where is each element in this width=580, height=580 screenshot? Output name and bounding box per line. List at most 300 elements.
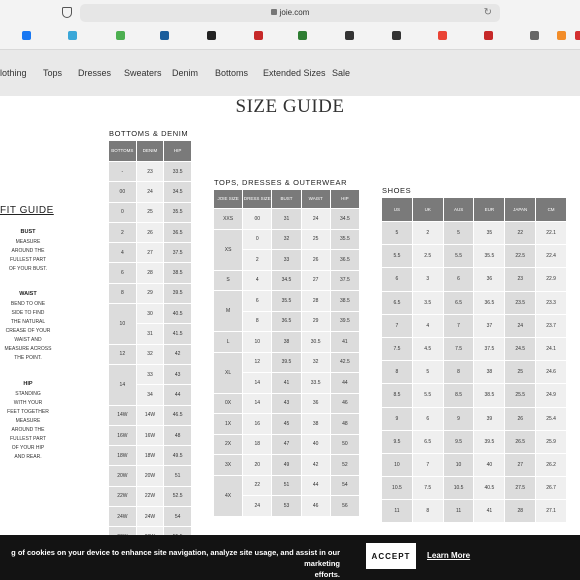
table-cell: 6 (243, 291, 272, 312)
fit-waist (0, 291, 56, 363)
table-cell: 6 (412, 407, 443, 430)
table-cell: 39.5 (272, 352, 301, 373)
table-cell: 37.5 (330, 270, 359, 291)
table-cell: 12 (243, 352, 272, 373)
table-cell: 51 (272, 475, 301, 496)
reload-icon[interactable]: ↻ (483, 7, 492, 18)
table-cell: 4 (412, 314, 443, 337)
table-cell: 28 (301, 291, 330, 312)
table-cell: 37 (474, 314, 505, 337)
table-cell: 26.2 (536, 453, 567, 476)
table-cell: 50 (330, 434, 359, 455)
table-cell: 40.5 (164, 304, 192, 324)
table-cell: 20W (136, 466, 164, 486)
table-cell: 54 (330, 475, 359, 496)
nav-item[interactable]: Denim (172, 68, 199, 78)
table-cell: 23 (136, 162, 164, 182)
table-cell: 10 (109, 304, 137, 345)
table-cell: 5.5 (443, 245, 474, 268)
table-cell: 36.5 (164, 222, 192, 242)
table-cell: 40 (301, 434, 330, 455)
table-cell: 46 (301, 496, 330, 517)
table-cell: 8.5 (443, 384, 474, 407)
table-cell: 30 (136, 304, 164, 324)
table-cell: 52 (330, 455, 359, 476)
table-cell: 8 (443, 361, 474, 384)
table-cell: 6 (443, 268, 474, 291)
table-cell: 48 (330, 414, 359, 435)
table-cell: 8 (382, 361, 413, 384)
table-cell: 56 (330, 496, 359, 517)
table-cell: 38 (272, 332, 301, 353)
fit-waist-text (0, 300, 56, 363)
table-row (382, 337, 567, 360)
bottoms-table (108, 140, 192, 548)
table-header-cell: HIP (164, 141, 192, 162)
table-cell: 29 (136, 283, 164, 303)
table-cell: - (109, 162, 137, 182)
fit-text-line: AROUND THE (11, 248, 45, 254)
table-cell: 00 (243, 209, 272, 230)
table-cell: 23.3 (536, 291, 567, 314)
table-row (214, 209, 360, 230)
table-row (109, 202, 192, 222)
table-header-cell: DRESS SIZE (243, 190, 272, 209)
table-row (214, 455, 360, 476)
table-header-cell: JOIE SIZE (214, 190, 243, 209)
table-cell: 30.5 (301, 332, 330, 353)
fit-text-line: SIDE TO FIND (11, 310, 45, 316)
table-cell: 46.5 (164, 405, 192, 425)
shoes-title: SHOES (382, 186, 412, 195)
table-cell: 46 (330, 393, 359, 414)
table-row (382, 453, 567, 476)
browser-chrome (0, 0, 580, 50)
nav-item[interactable]: Dresses (78, 68, 112, 78)
nav-item[interactable]: Bottoms (215, 68, 249, 78)
table-cell: 0 (109, 202, 137, 222)
table-cell: 1X (214, 414, 243, 435)
table-cell: 26 (136, 222, 164, 242)
table-cell: 51 (164, 466, 192, 486)
table-cell: 18W (136, 446, 164, 466)
table-row (382, 268, 567, 291)
table-cell: 22W (109, 486, 137, 506)
table-header-cell: DENIM (136, 141, 164, 162)
table-header-cell: JAPAN (505, 198, 536, 222)
table-row (109, 405, 192, 425)
table-header-cell: BOTTOMS (109, 141, 137, 162)
favorite-site-icon[interactable] (557, 31, 566, 40)
table-cell: 39.5 (330, 311, 359, 332)
tops-title: TOPS, DRESSES & OUTERWEAR (214, 178, 348, 187)
table-cell: 26 (301, 250, 330, 271)
lock-icon (271, 9, 277, 15)
fit-text-line: THE NATURAL (10, 319, 46, 325)
table-cell: 14 (243, 393, 272, 414)
table-cell: 22W (136, 486, 164, 506)
table-cell: 23 (505, 268, 536, 291)
table-cell: 27 (136, 243, 164, 263)
table-row (214, 352, 360, 373)
table-cell: 10.5 (382, 477, 413, 500)
table-cell: 24 (301, 209, 330, 230)
shield-icon[interactable] (62, 7, 72, 18)
table-cell: 00 (109, 182, 137, 202)
table-cell: 38.5 (474, 384, 505, 407)
table-cell: 8 (109, 283, 137, 303)
table-cell: 29 (301, 311, 330, 332)
table-cell: 38 (474, 361, 505, 384)
table-cell: 2 (243, 250, 272, 271)
url-text: joie.com (279, 8, 310, 17)
table-cell: 24W (136, 507, 164, 527)
table-cell: 11 (443, 500, 474, 523)
table-cell: 14 (243, 373, 272, 394)
fit-hip-heading: HIP (23, 381, 33, 387)
table-cell: 14W (109, 405, 137, 425)
table-cell: 16 (243, 414, 272, 435)
table-cell: 35.5 (474, 245, 505, 268)
table-cell: 7.5 (382, 337, 413, 360)
table-cell: 36.5 (330, 250, 359, 271)
favorite-site-icon[interactable] (392, 31, 401, 40)
table-cell: 39 (474, 407, 505, 430)
table-cell: 14 (109, 364, 137, 405)
table-header-cell: WAIST (301, 190, 330, 209)
fit-bust-text (0, 238, 56, 274)
table-cell: 24W (109, 507, 137, 527)
table-cell: 6 (109, 263, 137, 283)
table-cell: 35.5 (330, 229, 359, 250)
table-row (382, 361, 567, 384)
table-cell: 5 (382, 222, 413, 245)
table-cell: 7 (412, 453, 443, 476)
table-row (382, 222, 567, 245)
table-cell: 27 (505, 453, 536, 476)
table-cell: 24 (243, 496, 272, 517)
fit-text-line: WAIST AND (14, 337, 42, 343)
table-cell: 26 (505, 407, 536, 430)
table-cell: 20 (243, 455, 272, 476)
table-row (109, 364, 192, 384)
favorite-site-icon[interactable] (207, 31, 216, 40)
table-cell: 40 (474, 453, 505, 476)
table-cell: 33 (136, 364, 164, 384)
tops-table (213, 189, 360, 517)
table-cell: 35.5 (272, 291, 301, 312)
table-row (382, 500, 567, 523)
table-cell: 14W (136, 405, 164, 425)
table-cell: 42.5 (330, 352, 359, 373)
table-cell: 4 (109, 243, 137, 263)
table-cell: 47 (272, 434, 301, 455)
table-cell: M (214, 291, 243, 332)
table-cell: 9 (382, 407, 413, 430)
table-cell: 53 (272, 496, 301, 517)
table-cell: 42 (164, 344, 192, 364)
table-cell: 36 (474, 268, 505, 291)
table-row (214, 393, 360, 414)
table-cell: 10 (243, 332, 272, 353)
favorite-site-icon[interactable] (68, 31, 77, 40)
table-cell: 5 (412, 361, 443, 384)
table-cell: 20W (109, 466, 137, 486)
table-cell: 24.9 (536, 384, 567, 407)
favorite-site-icon[interactable] (345, 31, 354, 40)
table-cell: 35 (474, 222, 505, 245)
table-cell: 49.5 (164, 446, 192, 466)
favorite-site-icon[interactable] (116, 31, 125, 40)
table-row (214, 229, 360, 250)
table-row (109, 466, 192, 486)
table-row (109, 507, 192, 527)
table-row (382, 291, 567, 314)
table-cell: 6.5 (412, 430, 443, 453)
table-cell: 52.5 (164, 486, 192, 506)
table-row (109, 162, 192, 182)
fit-text-line: CREASE OF YOUR (5, 328, 51, 334)
table-cell: 22.1 (536, 222, 567, 245)
table-cell: 16W (109, 425, 137, 445)
table-cell: 25.5 (505, 384, 536, 407)
cookie-text-line2: efforts. (314, 570, 340, 579)
table-header-cell: CM (536, 198, 567, 222)
fit-text-line: FULLEST PART (9, 436, 47, 442)
table-cell: 16W (136, 425, 164, 445)
table-cell: 18W (109, 446, 137, 466)
table-row (109, 344, 192, 364)
table-cell: 38.5 (330, 291, 359, 312)
fit-text-line: THE POINT. (14, 355, 42, 361)
table-cell: 32 (272, 229, 301, 250)
table-cell: 28 (136, 263, 164, 283)
table-cell: 23.5 (505, 291, 536, 314)
table-cell: 9.5 (382, 430, 413, 453)
table-cell: 42 (301, 455, 330, 476)
table-cell: 2X (214, 434, 243, 455)
table-cell: 24 (136, 182, 164, 202)
table-cell: 18 (243, 434, 272, 455)
table-cell: 26.7 (536, 477, 567, 500)
table-cell: 10 (443, 453, 474, 476)
page-title: SIZE GUIDE (235, 96, 345, 117)
table-row (109, 222, 192, 242)
table-cell: 36.5 (272, 311, 301, 332)
favorite-site-icon[interactable] (575, 31, 580, 40)
table-cell: 37.5 (164, 243, 192, 263)
table-row (109, 263, 192, 283)
cookie-banner (0, 535, 580, 580)
table-cell: 25 (505, 361, 536, 384)
table-row (214, 332, 360, 353)
table-header-cell: BUST (272, 190, 301, 209)
table-cell: 8.5 (382, 384, 413, 407)
table-cell: 12 (109, 344, 137, 364)
table-cell: 31 (272, 209, 301, 230)
fit-text-line: MEASURE ACROSS (4, 346, 52, 352)
table-cell: 22.5 (505, 245, 536, 268)
table-cell: 4X (214, 475, 243, 516)
nav-item[interactable]: Sale (332, 68, 351, 78)
table-cell: 9.5 (443, 430, 474, 453)
table-cell: 2 (109, 222, 137, 242)
table-row (382, 430, 567, 453)
table-header-cell: EUR (474, 198, 505, 222)
table-cell: 27.1 (536, 500, 567, 523)
table-cell: 6.5 (382, 291, 413, 314)
table-cell: 25.9 (536, 430, 567, 453)
table-cell: 4.5 (412, 337, 443, 360)
table-cell: 44 (301, 475, 330, 496)
table-cell: 25 (301, 229, 330, 250)
table-cell: 38 (301, 414, 330, 435)
table-header-cell: UK (412, 198, 443, 222)
table-cell: 10 (382, 453, 413, 476)
table-cell: 41 (272, 373, 301, 394)
table-cell: 7.5 (412, 477, 443, 500)
table-cell: 32 (301, 352, 330, 373)
table-cell: 41 (330, 332, 359, 353)
table-cell: 24.5 (505, 337, 536, 360)
table-row (382, 314, 567, 337)
fit-hip-text (0, 390, 56, 462)
table-row (109, 243, 192, 263)
table-row (214, 475, 360, 496)
fit-text-line: BEND TO ONE (10, 301, 46, 307)
fit-bust (0, 229, 56, 274)
site-nav (0, 50, 580, 96)
table-cell: 7 (382, 314, 413, 337)
table-cell: L (214, 332, 243, 353)
table-cell: 6.5 (443, 291, 474, 314)
fit-text-line: OF YOUR BUST. (8, 266, 48, 272)
table-cell: 49 (272, 455, 301, 476)
address-bar[interactable] (80, 4, 500, 22)
table-cell: 22 (243, 475, 272, 496)
nav-item[interactable]: Extended Sizes (263, 68, 326, 78)
table-cell: 34.5 (164, 182, 192, 202)
table-cell: 44 (330, 373, 359, 394)
favorite-site-icon[interactable] (160, 31, 169, 40)
table-cell: 33.5 (301, 373, 330, 394)
table-cell: 39.5 (474, 430, 505, 453)
fit-text-line: FEET TOGETHER (7, 409, 49, 415)
table-cell: 22.9 (536, 268, 567, 291)
table-row (109, 304, 192, 324)
table-cell: 28 (505, 500, 536, 523)
table-cell: 0 (243, 229, 272, 250)
fit-text-line: WITH YOUR (13, 400, 43, 406)
table-cell: 35.5 (164, 202, 192, 222)
table-cell: 34.5 (330, 209, 359, 230)
favorite-site-icon[interactable] (438, 31, 447, 40)
table-row (382, 384, 567, 407)
table-cell: 43 (164, 364, 192, 384)
table-row (109, 283, 192, 303)
learn-more-link[interactable]: Learn More (427, 551, 471, 560)
fit-text-line: MEASURE (15, 418, 41, 424)
table-cell: XS (214, 229, 243, 270)
fit-bust-heading: BUST (20, 229, 36, 235)
table-cell: 24 (505, 314, 536, 337)
fit-hip (0, 381, 56, 462)
table-row (214, 291, 360, 312)
table-cell: 37.5 (474, 337, 505, 360)
table-row (214, 414, 360, 435)
table-cell: 8 (412, 500, 443, 523)
table-cell: 3 (412, 268, 443, 291)
table-header-cell: US (382, 198, 413, 222)
table-cell: 32 (136, 344, 164, 364)
table-cell: 36.5 (474, 291, 505, 314)
fit-text-line: STANDING (15, 391, 41, 397)
favorite-site-icon[interactable] (298, 31, 307, 40)
table-cell: 34.5 (272, 270, 301, 291)
table-cell: 24.1 (536, 337, 567, 360)
table-row (109, 486, 192, 506)
table-cell: 34 (136, 385, 164, 405)
favorite-site-icon[interactable] (484, 31, 493, 40)
nav-item[interactable]: Tops (43, 68, 63, 78)
fit-guide-title: FIT GUIDE (0, 205, 54, 216)
favorite-site-icon[interactable] (530, 31, 539, 40)
favorite-site-icon[interactable] (254, 31, 263, 40)
table-header-cell: HIP (330, 190, 359, 209)
favorites-bar (0, 28, 580, 44)
accept-button[interactable]: ACCEPT (366, 543, 416, 569)
table-cell: 26.5 (505, 430, 536, 453)
nav-item[interactable]: Sweaters (124, 68, 162, 78)
table-cell: 8 (243, 311, 272, 332)
table-cell: 43 (272, 393, 301, 414)
table-cell: 22.4 (536, 245, 567, 268)
table-row (382, 477, 567, 500)
table-cell: 31 (136, 324, 164, 344)
table-cell: 39.5 (164, 283, 192, 303)
nav-item[interactable]: lothing (0, 68, 27, 78)
table-cell: 41.5 (164, 324, 192, 344)
table-cell: 11 (382, 500, 413, 523)
table-cell: 5 (443, 222, 474, 245)
table-cell: XL (214, 352, 243, 393)
fit-waist-heading: WAIST (19, 291, 37, 297)
table-cell: 25.4 (536, 407, 567, 430)
table-cell: 10.5 (443, 477, 474, 500)
table-cell: 33 (272, 250, 301, 271)
fit-text-line: AROUND THE (11, 427, 45, 433)
table-cell: 23.7 (536, 314, 567, 337)
cookie-text-line1: g of cookies on your device to enhance site navigation, analyze site usage, and assist in our marketing (11, 548, 340, 568)
favorite-site-icon[interactable] (22, 31, 31, 40)
table-row (214, 434, 360, 455)
table-row (109, 182, 192, 202)
table-cell: 25 (136, 202, 164, 222)
table-header-cell: AUS (443, 198, 474, 222)
table-row (109, 425, 192, 445)
table-cell: 41 (474, 500, 505, 523)
fit-text-line: AND REAR. (14, 454, 42, 460)
table-cell: 5.5 (382, 245, 413, 268)
cookie-text (0, 547, 340, 580)
table-cell: 48 (164, 425, 192, 445)
shoes-table (381, 197, 567, 523)
table-cell: 7 (443, 314, 474, 337)
table-cell: 44 (164, 385, 192, 405)
table-cell: 3.5 (412, 291, 443, 314)
fit-text-line: FULLEST PART (9, 257, 47, 263)
table-cell: 45 (272, 414, 301, 435)
